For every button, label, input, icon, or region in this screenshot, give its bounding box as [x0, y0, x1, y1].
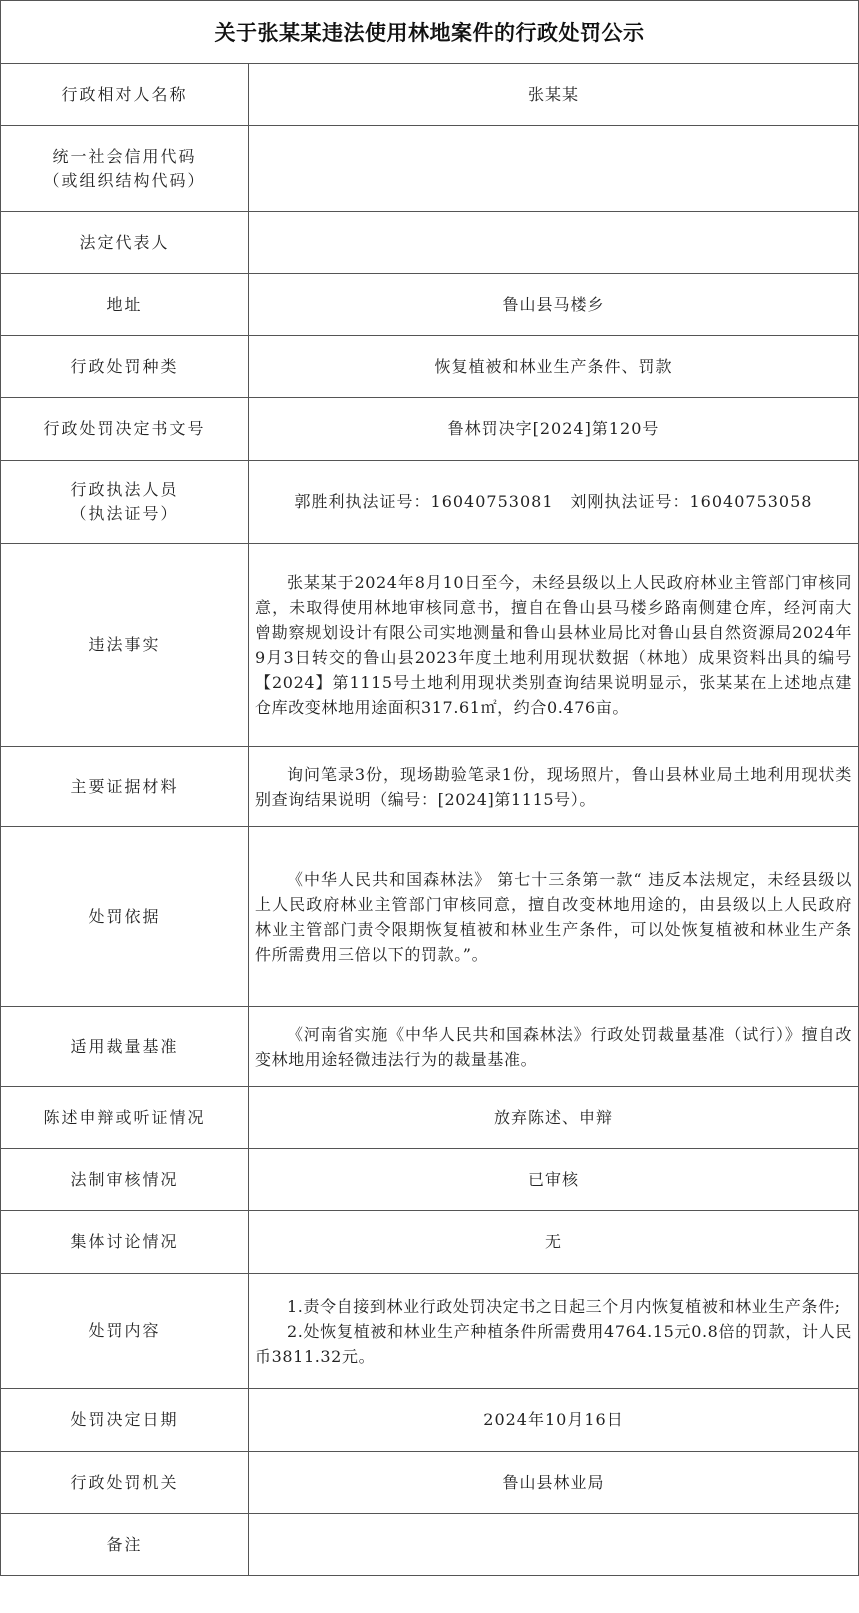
row-label: 处罚依据 — [1, 827, 249, 1007]
table-row — [1, 1087, 859, 1149]
row-label: 处罚决定日期 — [1, 1389, 249, 1452]
row-label-line: （执法证号） — [70, 504, 179, 523]
table-row — [1, 398, 859, 461]
decision-date-value: 2024年10月16日 — [249, 1389, 859, 1452]
decision-number-value: 鲁林罚决字[2024]第120号 — [249, 398, 859, 461]
legal-representative-value — [249, 212, 859, 274]
discretion-standard-text: 《河南省实施《中华人民共和国森林法》行政处罚裁量基准（试行）》擅自改变林地用途轻微违法行为的裁量基准。 — [255, 1024, 852, 1069]
document-title: 关于张某某违法使用林地案件的行政处罚公示 — [0, 0, 859, 63]
violation-facts-value — [249, 544, 859, 747]
penalty-authority-value: 鲁山县林业局 — [249, 1452, 859, 1514]
table-row — [1, 461, 859, 544]
row-label: 处罚内容 — [1, 1274, 249, 1389]
penalty-type-value: 恢复植被和林业生产条件、罚款 — [249, 336, 859, 398]
row-label: 行政处罚决定书文号 — [1, 398, 249, 461]
table-row — [1, 212, 859, 274]
row-label: 行政处罚种类 — [1, 336, 249, 398]
table-row — [1, 1514, 859, 1576]
row-label: 行政处罚机关 — [1, 1452, 249, 1514]
row-label: 法制审核情况 — [1, 1149, 249, 1211]
row-label: 主要证据材料 — [1, 747, 249, 827]
penalty-content-line: 1.责令自接到林业行政处罚决定书之日起三个月内恢复植被和林业生产条件; — [287, 1296, 841, 1316]
table-row — [1, 747, 859, 827]
row-label: 备注 — [1, 1514, 249, 1576]
violation-facts-text: 张某某于2024年8月10日至今，未经县级以上人民政府林业主管部门审核同意，未取得使用林地审核同意书，擅自在鲁山县马楼乡路南侧建仓库，经河南大曾勘察规划设计有限公司实地测量和鲁山县林业局比对鲁山县自然资源局2024年9月3日转交的鲁山县2023年度土地利用现状数据（林地）成果资料出具的编号【2024】第1115号土地利用现状类别查询结果说明显示，张某某在上述地点建仓库改变林地用途面积317.61㎡，约合0.476亩。 — [255, 573, 852, 717]
table-row — [1, 544, 859, 747]
legal-review-value: 已审核 — [249, 1149, 859, 1211]
table-row — [1, 126, 859, 212]
table-row — [1, 1452, 859, 1514]
row-label-line: 统一社会信用代码 — [52, 146, 197, 166]
group-discussion-value: 无 — [249, 1211, 859, 1274]
table-row — [1, 1149, 859, 1211]
statement-defense-value: 放弃陈述、申辩 — [249, 1087, 859, 1149]
penalty-content-value — [249, 1274, 859, 1389]
row-label: 集体讨论情况 — [1, 1211, 249, 1274]
table-row — [1, 336, 859, 398]
enforcement-officers-value: 郭胜利执法证号：16040753081 刘刚执法证号：16040753058 — [249, 461, 859, 544]
row-label: 法定代表人 — [1, 212, 249, 274]
party-name-value: 张某某 — [249, 64, 859, 126]
legal-basis-text: 《中华人民共和国森林法》 第七十三条第一款“ 违反本法规定，未经县级以上人民政府林业主管部门审核同意，擅自改变林地用途的，由县级以上人民政府林业主管部门责令限期恢复植被和林业生产条件，可以处恢复植被和林业生产条件所需费用三倍以下的罚款。”。 — [255, 869, 852, 964]
row-label-line: （或组织结构代码） — [43, 170, 206, 190]
row-label: 适用裁量基准 — [1, 1007, 249, 1087]
table-row — [1, 64, 859, 126]
table-row — [1, 1389, 859, 1452]
row-label: 违法事实 — [1, 544, 249, 747]
penalty-content-line: 2.处恢复植被和林业生产种植条件所需费用4764.15元0.8倍的罚款，计人民币3811.32元。 — [255, 1321, 852, 1366]
evidence-value — [249, 747, 859, 827]
discretion-standard-value — [249, 1007, 859, 1087]
row-label: 行政相对人名称 — [1, 64, 249, 126]
row-label-line: 行政执法人员 — [70, 480, 179, 499]
evidence-text: 询问笔录3份，现场勘验笔录1份，现场照片，鲁山县林业局土地利用现状类别查询结果说明（编号：[2024]第1115号）。 — [255, 764, 852, 809]
table-row — [1, 1007, 859, 1087]
table-row — [1, 827, 859, 1007]
table-row — [1, 1274, 859, 1389]
credit-code-value — [249, 126, 859, 212]
row-label: 陈述申辩或听证情况 — [1, 1087, 249, 1149]
legal-basis-value — [249, 827, 859, 1007]
table-row — [1, 274, 859, 336]
row-label — [1, 126, 249, 212]
remarks-value — [249, 1514, 859, 1576]
address-value: 鲁山县马楼乡 — [249, 274, 859, 336]
row-label: 地址 — [1, 274, 249, 336]
row-label — [1, 461, 249, 544]
table-row — [1, 1211, 859, 1274]
penalty-info-table — [0, 63, 859, 1576]
